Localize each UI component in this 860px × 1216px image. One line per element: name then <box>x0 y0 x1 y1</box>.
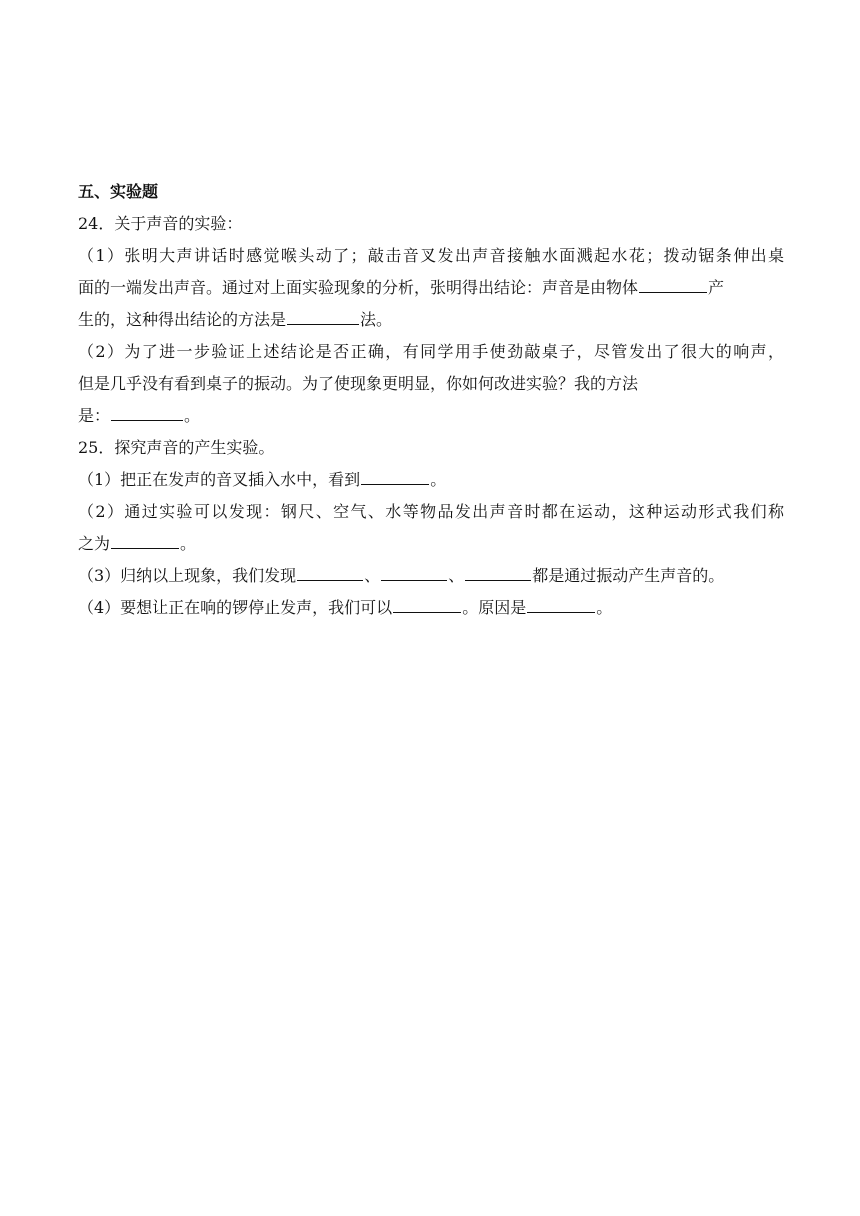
question-25-part2-text: 之为 <box>78 534 111 553</box>
answer-blank[interactable] <box>381 562 447 581</box>
answer-blank[interactable] <box>393 594 461 613</box>
question-24-part1-line3 <box>78 304 784 336</box>
section-title: 五、实验题 <box>78 182 159 201</box>
question-24-part1-line1: （1）张明大声讲话时感觉喉头动了；敲击音叉发出声音接触水面溅起水花；拨动锯条伸出桌 <box>78 246 784 265</box>
question-24-part1-line2 <box>78 272 784 304</box>
question-25-part1-text: （1）把正在发声的音叉插入水中，看到 <box>78 470 361 489</box>
question-25-part2-line1: （2）通过实验可以发现：钢尺、空气、水等物品发出声音时都在运动，这种运动形式我们称 <box>78 502 784 521</box>
question-24-part2-line2: 但是几乎没有看到桌子的振动。为了使现象更明显，你如何改进实验？我的方法 <box>78 374 639 393</box>
question-24-part1-text: 产 <box>708 278 725 297</box>
question-25-part4-text: 。 <box>596 598 613 617</box>
question-24-title: 24．关于声音的实验： <box>78 214 243 233</box>
question-25-part3-text: 都是通过振动产生声音的。 <box>532 566 725 585</box>
answer-blank[interactable] <box>287 306 359 325</box>
question-25-title: 25．探究声音的产生实验。 <box>78 438 275 457</box>
answer-blank[interactable] <box>111 402 183 421</box>
answer-blank[interactable] <box>639 274 707 293</box>
question-24-part1-text: 面的一端发出声音。通过对上面实验现象的分析，张明得出结论：声音是由物体 <box>78 278 639 297</box>
answer-blank[interactable] <box>527 594 595 613</box>
question-25-part4 <box>78 592 784 624</box>
document-page <box>78 176 784 624</box>
answer-blank[interactable] <box>465 562 531 581</box>
question-25-part2-text: 。 <box>180 534 197 553</box>
answer-blank[interactable] <box>297 562 363 581</box>
question-25-part3 <box>78 560 784 592</box>
answer-blank[interactable] <box>361 466 429 485</box>
question-24-part2-line1: （2）为了进一步验证上述结论是否正确，有同学用手使劲敲桌子，尽管发出了很大的响声， <box>78 342 784 361</box>
question-24-part2-line3 <box>78 400 784 432</box>
question-25-part1-text: 。 <box>430 470 447 489</box>
question-24-part1-text: 法。 <box>360 310 393 329</box>
question-25-part1 <box>78 464 784 496</box>
separator: 、 <box>364 566 381 585</box>
question-24-part2-text: 。 <box>184 406 201 425</box>
answer-blank[interactable] <box>111 530 179 549</box>
question-24-part1-text: 生的，这种得出结论的方法是 <box>78 310 287 329</box>
question-25-part2-line2 <box>78 528 784 560</box>
question-25-part3-text: （3）归纳以上现象，我们发现 <box>78 566 297 585</box>
separator: 、 <box>448 566 465 585</box>
question-25-part4-text: 。原因是 <box>462 598 527 617</box>
question-24-part2-text: 是： <box>78 406 111 425</box>
question-25-part4-text: （4）要想让正在响的锣停止发声，我们可以 <box>78 598 393 617</box>
